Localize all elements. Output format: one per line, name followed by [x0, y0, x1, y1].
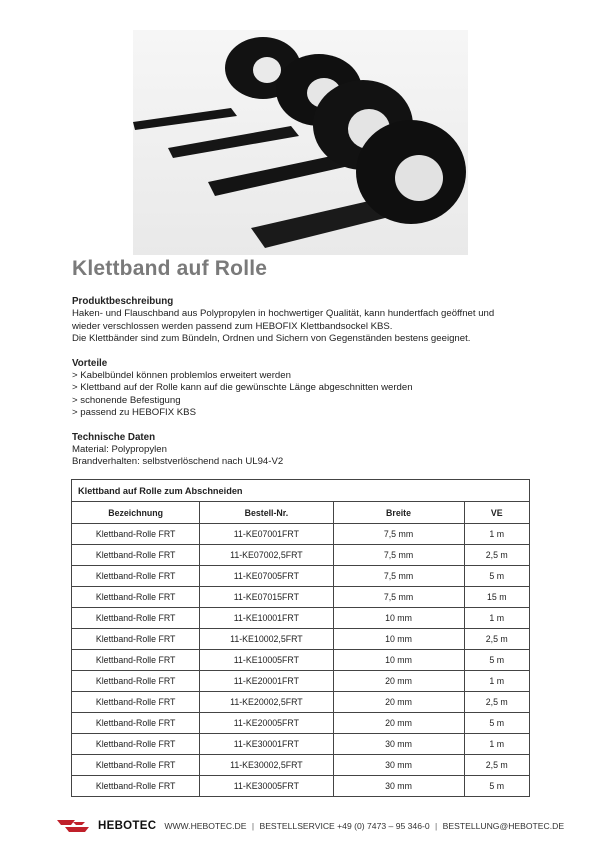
- table-row: [72, 566, 530, 587]
- table-cell: 5 m: [464, 713, 530, 734]
- hebotec-logo-icon: [55, 816, 93, 836]
- table-cell: Klettband-Rolle FRT: [72, 692, 200, 713]
- table-cell: 11-KE07005FRT: [200, 566, 333, 587]
- table-row: [72, 587, 530, 608]
- table-cell: 11-KE30005FRT: [200, 776, 333, 797]
- table-cell: Klettband-Rolle FRT: [72, 755, 200, 776]
- table-cell: 10 mm: [333, 650, 464, 671]
- order-service: BESTELLSERVICE +49 (0) 7473 – 95 346-0: [259, 821, 430, 831]
- separator: |: [435, 821, 438, 831]
- email-link[interactable]: BESTELLUNG@HEBOTEC.DE: [442, 821, 565, 831]
- page-footer: [55, 813, 565, 839]
- table-cell: 10 mm: [333, 629, 464, 650]
- table-row: [72, 776, 530, 797]
- table-cell: Klettband-Rolle FRT: [72, 608, 200, 629]
- table-cell: 7,5 mm: [333, 587, 464, 608]
- table-cell: Klettband-Rolle FRT: [72, 629, 200, 650]
- table-cell: 11-KE07002,5FRT: [200, 545, 333, 566]
- table-cell: 11-KE10005FRT: [200, 650, 333, 671]
- table-cell: 11-KE30001FRT: [200, 734, 333, 755]
- product-table: [71, 479, 530, 797]
- table-cell: Klettband-Rolle FRT: [72, 671, 200, 692]
- advantage-item: > Kabelbündel können problemlos erweitert werden: [72, 370, 291, 382]
- table-cell: 11-KE07015FRT: [200, 587, 333, 608]
- website-link[interactable]: WWW.HEBOTEC.DE: [164, 821, 247, 831]
- table-cell: 7,5 mm: [333, 545, 464, 566]
- table-cell: 20 mm: [333, 692, 464, 713]
- column-header: Bestell-Nr.: [200, 502, 333, 524]
- table-cell: 11-KE20005FRT: [200, 713, 333, 734]
- table-cell: Klettband-Rolle FRT: [72, 713, 200, 734]
- table-row: [72, 671, 530, 692]
- product-info: [72, 296, 532, 469]
- table-cell: 15 m: [464, 587, 530, 608]
- table-cell: 20 mm: [333, 713, 464, 734]
- table-cell: 11-KE07001FRT: [200, 524, 333, 545]
- separator: |: [251, 821, 255, 831]
- table-cell: 30 mm: [333, 776, 464, 797]
- table-row: [72, 545, 530, 566]
- description-line: Haken- und Flauschband aus Polypropylen in hochwertiger Qualität, kann hundertfach geöffnet und: [72, 308, 495, 320]
- table-cell: Klettband-Rolle FRT: [72, 650, 200, 671]
- advantage-item: > schonende Befestigung: [72, 394, 181, 406]
- advantages-heading: Vorteile: [72, 357, 108, 369]
- table-cell: Klettband-Rolle FRT: [72, 524, 200, 545]
- table-cell: 5 m: [464, 566, 530, 587]
- column-header: Breite: [333, 502, 464, 524]
- table-cell: 11-KE10001FRT: [200, 608, 333, 629]
- table-cell: 1 m: [464, 524, 530, 545]
- advantage-item: > passend zu HEBOFIX KBS: [72, 407, 196, 419]
- description-heading: Produktbeschreibung: [72, 296, 174, 307]
- table-cell: Klettband-Rolle FRT: [72, 734, 200, 755]
- table-cell: 11-KE20001FRT: [200, 671, 333, 692]
- table-cell: 5 m: [464, 650, 530, 671]
- table-cell: Klettband-Rolle FRT: [72, 545, 200, 566]
- table-row: [72, 755, 530, 776]
- velcro-rolls-image: [133, 30, 468, 255]
- table-cell: Klettband-Rolle FRT: [72, 587, 200, 608]
- brand-name: HEBOTEC: [98, 820, 157, 832]
- table-cell: Klettband-Rolle FRT: [72, 566, 200, 587]
- table-cell: 1 m: [464, 608, 530, 629]
- table-cell: 30 mm: [333, 734, 464, 755]
- table-cell: 30 mm: [333, 755, 464, 776]
- table-cell: 2,5 m: [464, 545, 530, 566]
- table-cell: 2,5 m: [464, 755, 530, 776]
- table-cell: 2,5 m: [464, 692, 530, 713]
- table-cell: Klettband-Rolle FRT: [72, 776, 200, 797]
- table-caption: Klettband auf Rolle zum Abschneiden: [72, 480, 530, 502]
- table-row: [72, 650, 530, 671]
- table-header-row: [72, 502, 530, 524]
- description-line: wieder verschlossen werden passend zum HEBOFIX Klettbandsockel KBS.: [72, 320, 393, 332]
- table-cell: 2,5 m: [464, 629, 530, 650]
- advantage-item: > Klettband auf der Rolle kann auf die gewünschte Länge abgeschnitten werden: [72, 382, 413, 394]
- table-row: [72, 713, 530, 734]
- page-title: Klettband auf Rolle: [72, 257, 268, 280]
- table-cell: 7,5 mm: [333, 524, 464, 545]
- tech-line: Material: Polypropylen: [72, 444, 167, 456]
- table-cell: 11-KE30002,5FRT: [200, 755, 333, 776]
- table-cell: 1 m: [464, 734, 530, 755]
- tech-heading: Technische Daten: [72, 431, 156, 443]
- table-cell: 11-KE20002,5FRT: [200, 692, 333, 713]
- product-photo: [133, 30, 468, 255]
- column-header: VE: [464, 502, 530, 524]
- table-cell: 7,5 mm: [333, 566, 464, 587]
- table-row: [72, 608, 530, 629]
- tech-line: Brandverhalten: selbstverlöschend nach UL94-V2: [72, 456, 284, 468]
- table-cell: 1 m: [464, 671, 530, 692]
- description-line: Die Klettbänder sind zum Bündeln, Ordnen und Sichern von Gegenständen bestens geeignet.: [72, 333, 471, 345]
- table-cell: 10 mm: [333, 608, 464, 629]
- column-header: Bezeichnung: [72, 502, 200, 524]
- table-cell: 5 m: [464, 776, 530, 797]
- table-cell: 11-KE10002,5FRT: [200, 629, 333, 650]
- table-cell: 20 mm: [333, 671, 464, 692]
- table-row: [72, 524, 530, 545]
- table-row: [72, 692, 530, 713]
- table-row: [72, 629, 530, 650]
- table-row: [72, 734, 530, 755]
